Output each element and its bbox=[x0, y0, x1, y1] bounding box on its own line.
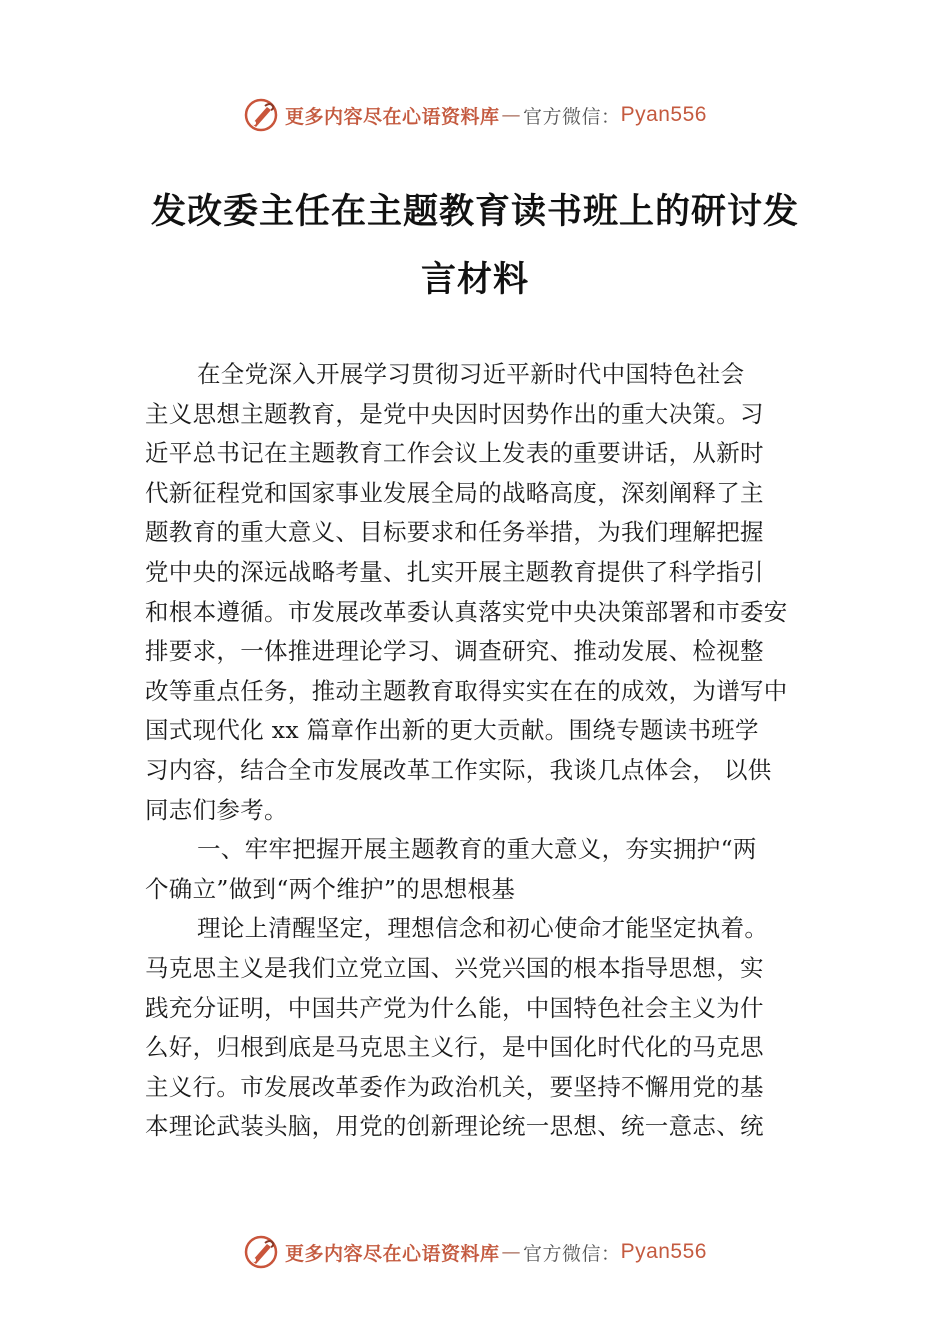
body-line: 近平总书记在主题教育工作会议上发表的重要讲话，从新时 bbox=[145, 439, 764, 468]
pen-logo-icon bbox=[243, 1234, 279, 1270]
body-line: 国式现代化 xx 篇章作出新的更大贡献。围绕专题读书班学 bbox=[145, 716, 759, 745]
body-line: 马克思主义是我们立党立国、兴党兴国的根本指导思想，实 bbox=[145, 953, 764, 982]
banner-brand: 更多内容尽在心语资料库 bbox=[285, 1242, 500, 1265]
section-heading-line: 个确立”做到“两个维护”的思想根基 bbox=[145, 874, 516, 903]
body-line: 本理论武装头脑，用党的创新理论统一思想、统一意志、统 bbox=[145, 1112, 764, 1141]
body-line: 践充分证明，中国共产党为什么能，中国特色社会主义为什 bbox=[145, 993, 764, 1022]
body-line: 排要求，一体推进理论学习、调查研究、推动发展、检视整 bbox=[145, 637, 764, 666]
document-body bbox=[145, 355, 815, 1147]
body-line: 么好，归根到底是马克思主义行，是中国化时代化的马克思 bbox=[145, 1033, 764, 1062]
document-title-line-2: 言材料 bbox=[420, 259, 529, 300]
banner-wechat-id: Pyan556 bbox=[620, 1240, 707, 1263]
body-line: 主义行。市发展改革委作为政治机关，要坚持不懈用党的基 bbox=[145, 1072, 764, 1101]
body-line: 理论上清醒坚定，理想信念和初心使命才能坚定执着。 bbox=[197, 914, 769, 943]
body-line: 党中央的深远战略考量、扎实开展主题教育提供了科学指引 bbox=[145, 557, 764, 586]
banner-wechat-id: Pyan556 bbox=[620, 103, 707, 126]
banner-separator: — bbox=[501, 104, 522, 126]
body-line: 同志们参考。 bbox=[145, 795, 288, 824]
body-line: 和根本遵循。市发展改革委认真落实党中央决策部署和市委安 bbox=[145, 597, 788, 626]
document-title-line-1: 发改委主任在主题教育读书班上的研讨发 bbox=[150, 191, 799, 232]
header-banner bbox=[0, 93, 950, 137]
banner-label: 官方微信： bbox=[523, 105, 621, 128]
body-line: 在全党深入开展学习贯彻习近平新时代中国特色社会 bbox=[197, 360, 745, 388]
banner-separator: — bbox=[501, 1241, 522, 1263]
body-line: 改等重点任务，推动主题教育取得实实在在的成效，为谱写中 bbox=[145, 676, 788, 705]
footer-banner bbox=[0, 1230, 950, 1274]
body-line: 题教育的重大意义、目标要求和任务举措，为我们理解把握 bbox=[145, 518, 764, 547]
banner-label: 官方微信： bbox=[523, 1242, 621, 1265]
pen-logo-icon bbox=[243, 97, 279, 133]
body-line: 主义思想主题教育，是党中央因时因势作出的重大决策。习 bbox=[145, 399, 764, 428]
banner-brand: 更多内容尽在心语资料库 bbox=[285, 105, 500, 128]
section-heading-line: 一、牢牢把握开展主题教育的重大意义，夯实拥护“两 bbox=[197, 835, 757, 864]
body-line: 习内容，结合全市发展改革工作实际，我谈几点体会， 以供 bbox=[145, 755, 772, 784]
body-line: 代新征程党和国家事业发展全局的战略高度，深刻阐释了主 bbox=[145, 478, 764, 507]
